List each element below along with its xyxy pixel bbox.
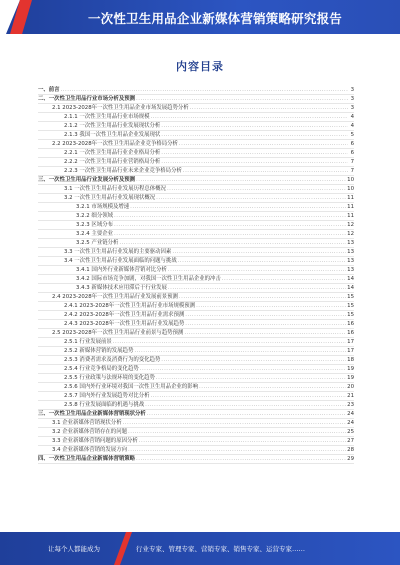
toc-entry[interactable] [38,356,354,365]
toc-leader-dots [114,230,346,239]
toc-entry-page: 12 [347,231,354,237]
toc-entry-label: 2.1 2023-2028年一次性卫生用品企业市场发展趋势分析 [52,105,189,111]
footer-slogan: 让每个人都能成为 [48,545,100,553]
toc-entry-page: 3 [350,87,354,93]
toc-entry-label: 2.1.3 我国一次性卫生用品企业发展现状 [64,132,161,138]
toc-entry-label: 3.2.3 区域分布 [76,222,113,228]
toc-entry-page: 15 [347,294,354,300]
toc-entry[interactable] [38,401,354,410]
toc-entry-page: 15 [347,312,354,318]
toc-entry-label: 2.2.2 一次性卫生用品行业营销格局分析 [64,159,161,165]
toc-entry-label: 3.2 一次性卫生用品行业发展现状概况 [64,195,156,201]
toc-leader-dots [136,176,346,185]
toc-entry-label: 3.4.3 新媒体技术应用滞后于行业发展 [76,285,167,291]
toc-entry-page: 13 [347,240,354,246]
toc-entry[interactable] [38,86,354,95]
toc-entry-label: 2.1.2 一次性卫生用品行业发展现状分析 [64,123,161,129]
toc-leader-dots [190,104,348,113]
toc-entry[interactable] [38,446,354,455]
toc-entry[interactable] [38,392,354,401]
toc-entry-label: 3.4.1 国内外行业新媒体营销对比分析 [76,267,167,273]
toc-entry[interactable] [38,248,354,257]
toc-leader-dots [156,194,346,203]
toc-entry-label: 3.4.2 国际市场竞争加剧，对我国一次性卫生用品企业的冲击 [76,276,221,282]
toc-entry-page: 19 [347,375,354,381]
toc-entry-page: 19 [347,366,354,372]
toc-entry[interactable] [38,221,354,230]
toc-entry-label: 2.5.7 国内外行业发展趋势对比分析 [64,393,150,399]
toc-entry-page: 16 [347,330,354,336]
toc-entry[interactable] [38,113,354,122]
toc-entry-label: 2.5.6 国内外行业环境对我国一次性卫生用品企业的影响 [64,384,199,390]
toc-entry-label: 3.2 企业新媒体营销存在的问题 [52,429,127,435]
toc-entry-page: 15 [347,303,354,309]
toc-leader-dots [147,410,346,419]
toc-entry-page: 24 [347,411,354,417]
toc-entry[interactable] [38,140,354,149]
toc-entry[interactable] [38,185,354,194]
toc-leader-dots [151,113,348,122]
toc-entry[interactable] [38,365,354,374]
toc-leader-dots [136,455,346,464]
toc-leader-dots [128,428,346,437]
toc-entry-label: 3.3 企业新媒体营销问题的原因分析 [52,438,138,444]
toc-leader-dots [199,383,346,392]
toc-entry-label: 2.5 2023-2028年一次性卫生用品行业前景与趋势预测 [52,330,184,336]
toc-entry[interactable] [38,239,354,248]
toc-entry-label: 2.4.1 2023-2028年一次性卫生用品行业市场规模预测 [64,303,196,309]
toc-entry-page: 17 [347,348,354,354]
toc-leader-dots [151,392,347,401]
toc-entry-label: 3.1 企业新媒体营销现状分析 [52,420,122,426]
toc-entry-page: 27 [347,438,354,444]
toc-entry-page: 4 [350,123,354,129]
toc-entry[interactable] [38,149,354,158]
toc-entry-label: 2.4.2 2023-2028年一次性卫生用品行业需求预测 [64,312,185,318]
toc-entry-page: 11 [347,204,354,210]
toc-leader-dots [185,320,346,329]
toc-entry-page: 13 [347,258,354,264]
toc-entry-page: 25 [347,429,354,435]
toc-leader-dots [183,167,348,176]
toc-entry-label: 四、一次性卫生用品企业新媒体营销策略 [38,456,136,462]
toc-entry[interactable] [38,266,354,275]
toc-entry-page: 17 [347,339,354,345]
toc-entry-page: 13 [347,249,354,255]
toc-leader-dots [114,221,346,230]
toc-leader-dots [119,239,346,248]
toc-entry[interactable] [38,302,354,311]
toc-leader-dots [161,158,348,167]
toc-leader-dots [184,329,346,338]
toc-entry-label: 2.5.2 新媒体营销的发展趋势 [64,348,134,354]
toc-leader-dots [128,446,346,455]
toc-leader-dots [156,374,346,383]
toc-leader-dots [167,185,346,194]
toc-entry[interactable] [38,428,354,437]
toc-entry-page: 6 [350,141,354,147]
toc-heading: 内容目录 [176,60,224,73]
toc-entry-page: 14 [347,276,354,282]
toc-entry-page: 3 [350,105,354,111]
toc-entry-label: 3.2.1 市场规模及增速 [76,204,130,210]
toc-entry[interactable] [38,437,354,446]
toc-entry[interactable] [38,410,354,419]
toc-leader-dots [178,257,346,266]
toc-entry[interactable] [38,293,354,302]
report-title: 一次性卫生用品企业新媒体营销策略研究报告 [87,11,342,26]
toc-entry-page: 7 [350,159,354,165]
toc-entry-page: 3 [350,96,354,102]
toc-entry-label: 3.4 企业新媒体营销的发展方向 [52,447,127,453]
toc-entry-page: 10 [347,186,354,192]
toc-entry[interactable] [38,338,354,347]
toc-leader-dots [134,347,346,356]
toc-entry-page: 11 [347,195,354,201]
toc-leader-dots [179,293,346,302]
toc-entry[interactable] [38,257,354,266]
toc-entry-page: 20 [347,384,354,390]
toc-leader-dots [145,401,346,410]
toc-entry-label: 二、一次性卫生用品行业市场分析及预测 [38,96,136,102]
toc-entry[interactable] [38,320,354,329]
toc-entry[interactable] [38,194,354,203]
toc-entry-page: 12 [347,222,354,228]
toc-leader-dots [140,365,346,374]
toc-leader-dots [179,140,348,149]
toc-entry-label: 2.5.1 行业发展前景 [64,339,112,345]
toc-leader-dots [161,131,348,140]
toc-entry[interactable] [38,419,354,428]
toc-entry-page: 29 [347,456,354,462]
toc-entry-page: 18 [347,357,354,363]
toc-entry-label: 2.1.1 一次性卫生用品行业市场规模 [64,114,150,120]
toc-leader-dots [172,248,346,257]
toc-entry-label: 三、一次性卫生用品行业发展分析及预测 [38,177,136,183]
toc-entry-label: 2.5.3 消费者需求及消费行为的变化趋势 [64,357,161,363]
toc-leader-dots [196,302,346,311]
toc-entry[interactable] [38,212,354,221]
toc-entry-label: 2.4 2023-2028年一次性卫生用品行业发展前景预测 [52,294,178,300]
toc-entry-page: 16 [347,321,354,327]
toc-entry[interactable] [38,329,354,338]
toc-entry[interactable] [38,131,354,140]
toc-entry-label: 2.2 2023-2028年一次性卫生用品企业竞争格局分析 [52,141,178,147]
toc-leader-dots [123,419,347,428]
footer-bar [0,532,400,565]
toc-entry-label: 3.2.5 产业链分析 [76,240,119,246]
toc-entry-page: 7 [350,168,354,174]
toc-entry[interactable] [38,122,354,131]
toc-entry-label: 3.1 一次性卫生用品行业发展历程总体概况 [64,186,166,192]
toc-entry[interactable] [38,203,354,212]
toc-entry-label: 三、一次性卫生用品企业新媒体营销现状分析 [38,411,146,417]
header-bar [0,0,400,34]
toc-entry[interactable] [38,383,354,392]
toc-entry-page: 6 [350,150,354,156]
toc-entry-label: 3.3 一次性卫生用品行业发展的主要驱动因素 [64,249,172,255]
toc-leader-dots [161,356,346,365]
footer-tagline: 行业专家、管理专家、营销专家、销售专家、运营专家…… [136,545,305,553]
toc-entry[interactable] [38,167,354,176]
toc-leader-dots [130,203,346,212]
toc-entry-label: 2.4.3 2023-2028年一次性卫生用品行业发展趋势 [64,321,185,327]
toc-entry-label: 2.5.8 行业发展面临的机遇与挑战 [64,402,145,408]
toc-entry-page: 4 [350,114,354,120]
toc-entry[interactable] [38,176,354,185]
toc-leader-dots [139,437,346,446]
toc-entry[interactable] [38,284,354,293]
toc-entry[interactable] [38,347,354,356]
toc-leader-dots [185,311,346,320]
toc-entry-label: 3.4 一次性卫生用品行业发展面临的问题与挑战 [64,258,177,264]
toc-entry[interactable] [38,158,354,167]
toc-entry[interactable] [38,311,354,320]
toc-leader-dots [161,122,348,131]
toc-entry-label: 3.2.4 主要企业 [76,231,113,237]
toc-entry-label: 一、前言 [38,87,60,93]
toc-leader-dots [168,266,346,275]
toc-entry[interactable] [38,230,354,239]
toc-entry-page: 28 [347,447,354,453]
toc-entry[interactable] [38,104,354,113]
toc-entry-page: 23 [347,402,354,408]
toc-entry-page: 21 [347,393,354,399]
toc-leader-dots [113,338,346,347]
toc-entry-page: 24 [347,420,354,426]
toc-entry-label: 2.2.1 一次性卫生用品行业企业格局分析 [64,150,161,156]
table-of-contents [38,86,354,464]
toc-leader-dots [168,284,346,293]
toc-leader-dots [222,275,346,284]
toc-entry-page: 13 [347,267,354,273]
toc-entry-label: 2.5.4 行业竞争格局的变化趋势 [64,366,139,372]
toc-entry[interactable] [38,95,354,104]
toc-entry-page: 11 [347,213,354,219]
toc-entry-page: 14 [347,285,354,291]
toc-leader-dots [114,212,346,221]
toc-leader-dots [136,95,348,104]
toc-entry-page: 5 [350,132,354,138]
toc-entry-label: 3.2.2 细分领域 [76,213,113,219]
toc-leader-dots [61,86,348,95]
toc-entry-label: 2.2.3 一次性卫生用品行业未来企业竞争格局分析 [64,168,182,174]
footer-accent-stripe [114,532,132,565]
toc-leader-dots [161,149,348,158]
toc-entry-label: 2.5.5 行业政策与法规环境的变化趋势 [64,375,155,381]
toc-entry[interactable] [38,455,354,464]
toc-entry[interactable] [38,374,354,383]
toc-entry-page: 10 [347,177,354,183]
toc-entry[interactable] [38,275,354,284]
